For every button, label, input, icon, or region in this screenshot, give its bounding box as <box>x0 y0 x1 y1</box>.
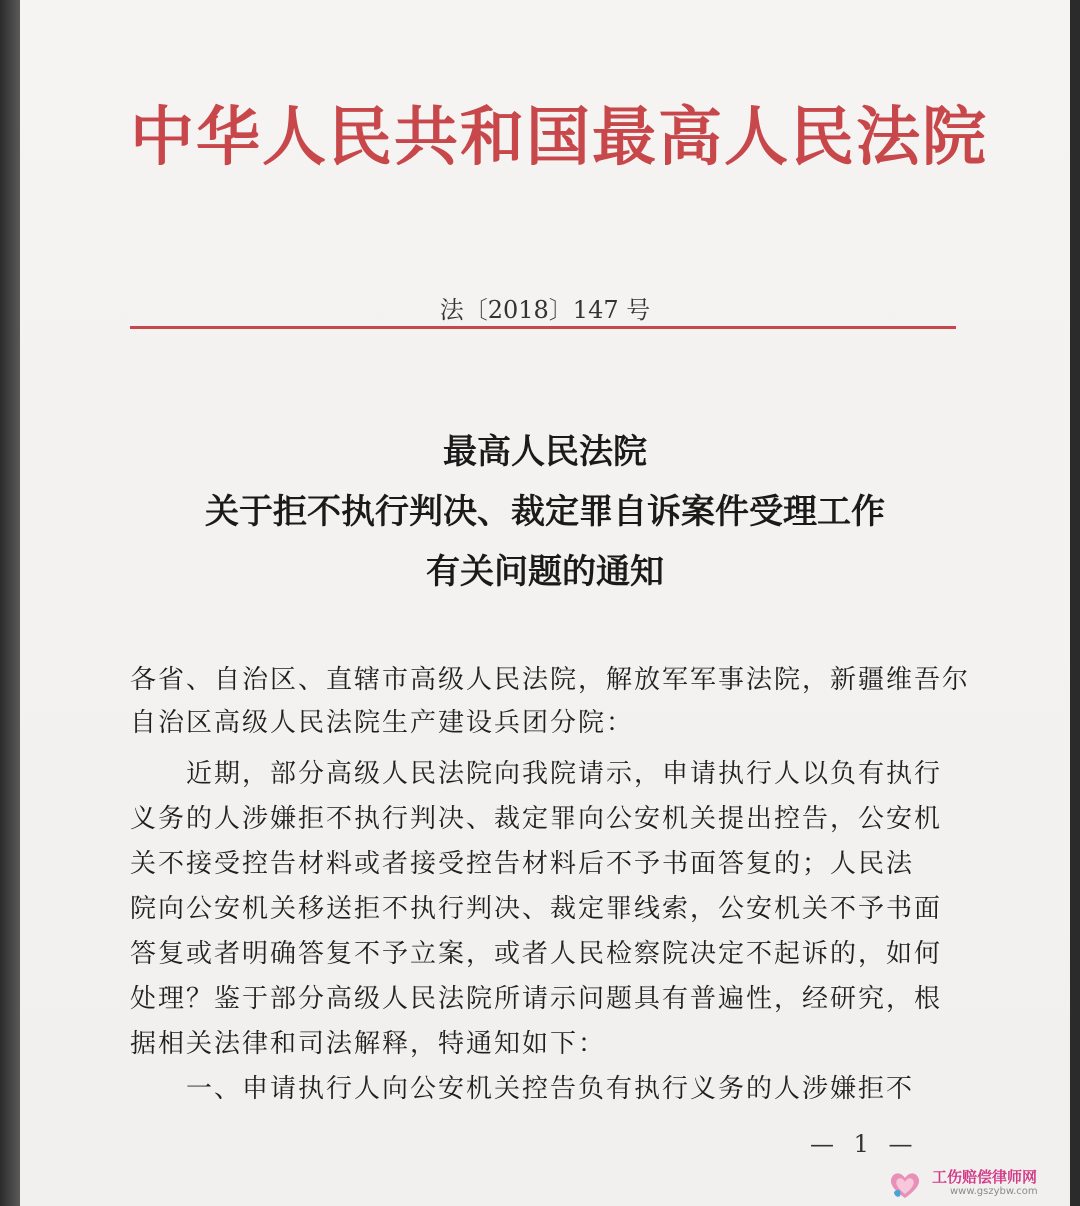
body-line-1: 各省、自治区、直辖市高级人民法院，解放军军事法院，新疆维吾尔 <box>130 665 971 695</box>
watermark-url: www.gszybw.com <box>950 1186 1038 1197</box>
body-line-9: 据相关法律和司法解释，特通知如下： <box>130 1029 607 1059</box>
heart-logo-icon <box>888 1170 922 1200</box>
body-line-7: 答复或者明确答复不予立案，或者人民检察院决定不起诉的，如何 <box>130 939 943 969</box>
watermark-site-name: 工伤赔偿律师网 <box>932 1168 1038 1186</box>
title-line-1: 最高人民法院 <box>443 432 647 472</box>
document-number: 法〔2018〕147 号 <box>439 296 651 324</box>
issuer-header: 中华人民共和国最高人民法院 <box>130 101 988 175</box>
body-line-2: 自治区高级人民法院生产建设兵团分院： <box>130 708 635 738</box>
body-line-10: 一、申请执行人向公安机关控告负有执行义务的人涉嫌拒不 <box>186 1074 915 1104</box>
red-divider-line <box>130 326 956 329</box>
body-line-6: 院向公安机关移送拒不执行判决、裁定罪线索，公安机关不予书面 <box>130 894 943 924</box>
body-line-8: 处理？鉴于部分高级人民法院所请示问题具有普遍性，经研究，根 <box>130 984 943 1014</box>
site-watermark <box>888 1166 1060 1202</box>
photo-left-edge <box>0 0 20 1206</box>
document-page <box>20 0 1070 1206</box>
body-line-5: 关不接受控告材料或者接受控告材料后不予书面答复的；人民法 <box>130 849 915 879</box>
title-line-2: 关于拒不执行判决、裁定罪自诉案件受理工作 <box>205 492 885 532</box>
body-line-4: 义务的人涉嫌拒不执行判决、裁定罪向公安机关提出控告，公安机 <box>130 804 943 834</box>
photo-right-edge <box>1070 0 1080 1206</box>
body-line-3: 近期，部分高级人民法院向我院请示，申请执行人以负有执行 <box>186 759 943 789</box>
title-line-3: 有关问题的通知 <box>426 552 664 592</box>
page-number: — 1 — <box>810 1130 919 1158</box>
